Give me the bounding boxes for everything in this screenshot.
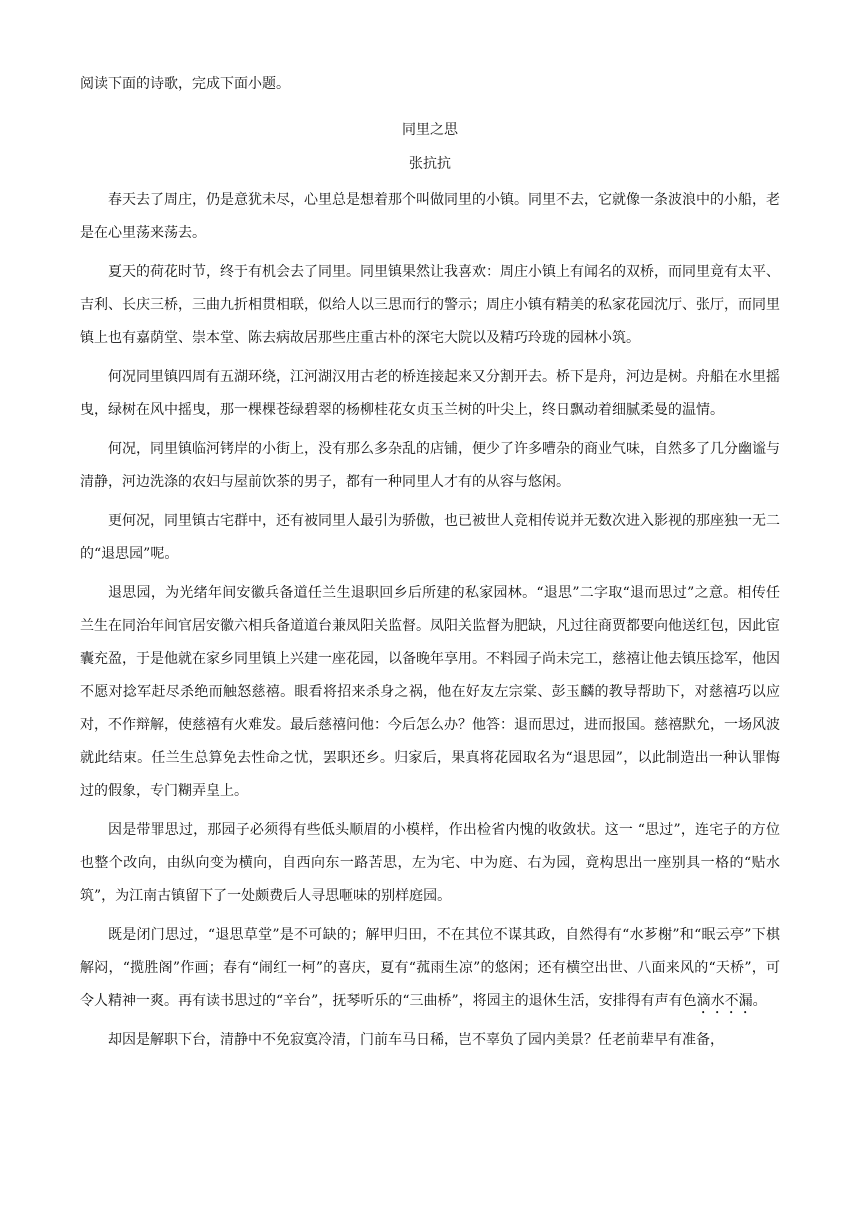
paragraph-2: 夏天的荷花时节，终于有机会去了同里。同里镇果然让我喜欢：周庄小镇上有闻名的双桥，而同里竟有太平、吉利、长庆三桥，三曲九折相贯相联，似给人以三思而行的警示；周庄小镇有精美的私家花园沈厅、张厅，而同里镇上也有嘉荫堂、崇本堂、陈去病故居那些庄重古朴的深宅大院以及精巧玲珑的园林小筑。 [80,264,780,346]
paragraph-8-end: 。 [752,993,767,1009]
question-instruction: 阅读下面的诗歌，完成下面小题。 [80,76,290,92]
emphasis-phrase: 滴水不漏 [696,993,753,1009]
paragraph-8 [80,919,780,1018]
paragraph-6: 退思园，为光绪年间安徽兵备道任兰生退职回乡后所建的私家园林。“退思”二字取“退而思过”之意。相传任兰生在同治年间官居安徽六相兵备道道台兼凤阳关监督。凤阳关监督为肥缺，凡过往商贾都要向他送红包，因此宦囊充盈，于是他就在家乡同里镇上兴建一座花园，以备晚年享用。不料园子尚未完工，慈禧让他去镇压捻军，他因不愿对捻军赶尽杀绝而触怒慈禧。眼看将招来杀身之祸，他在好友左宗棠、彭玉麟的教导帮助下，对慈禧巧以应对，不作辩解，使慈禧有火难发。最后慈禧问他：今后怎么办？他答：退而思过，进而报国。慈禧默允，一场风波就此结束。任兰生总算免去性命之忧，罢职还乡。归家后，果真将花园取名为“退思园”，以此制造出一种认罪悔过的假象，专门糊弄皇上。 [80,585,780,799]
article-title: 同里之思 [402,122,458,138]
paragraph-1: 春天去了周庄，仍是意犹未尽，心里总是想着那个叫做同里的小镇。同里不去，它就像一条波浪中的小船，老是在心里荡来荡去。 [80,192,780,241]
article-author: 张抗抗 [409,156,451,172]
paragraph-4: 何况，同里镇临河铐岸的小街上，没有那么多杂乱的店铺，便少了许多嘈杂的商业气味，自然多了几分幽谧与清静，河边洗涤的农妇与屋前饮茶的男子，都有一种同里人才有的从容与悠闲。 [80,441,780,490]
paragraph-7: 因是带罪思过，那园子必须得有些低头顺眉的小模样，作出检省内愧的收敛状。这一 “思过”，连宅子的方位也整个改向，由纵向变为横向，自西向东一路苦思，左为宅、中为庭、右为园，竟构思出一座别具一格的“贴水筑”，为江南古镇留下了一处颇费后人寻思咂味的别样庭园。 [80,822,780,904]
paragraph-9: 却因是解职下台，清静中不免寂寞冷清，门前车马日稀，岂不辜负了园内美景？任老前辈早有准备， [108,1032,724,1048]
paragraph-8-text: 既是闭门思过，“退思草堂”是不可缺的；解甲归田，不在其位不谋其政，自然得有“水芗榭”和“眠云亭”下棋解闷，“揽胜阁”作画；春有“闹红一柯”的喜庆，夏有“菰雨生凉”的悠闲；还有横空出世、八面来风的“天桥”，可令人精神一爽。再有读书思过的“辛台”，抚琴听乐的“三曲桥”，将园主的退休生活，安排得有声有色 [80,927,780,1009]
paragraph-5: 更何况，同里镇古宅群中，还有被同里人最引为骄傲，也已被世人竞相传说并无数次进入影视的那座独一无二的“退思园”呢。 [80,513,780,562]
paragraph-3: 何况同里镇四周有五湖环绕，江河湖汉用古老的桥连接起来又分割开去。桥下是舟，河边是树。舟船在水里摇曳，绿树在风中摇曳，那一棵棵苍绿碧翠的杨柳桂花女贞玉兰树的叶尖上，终日飘动着细腻柔曼的温情。 [80,369,780,418]
